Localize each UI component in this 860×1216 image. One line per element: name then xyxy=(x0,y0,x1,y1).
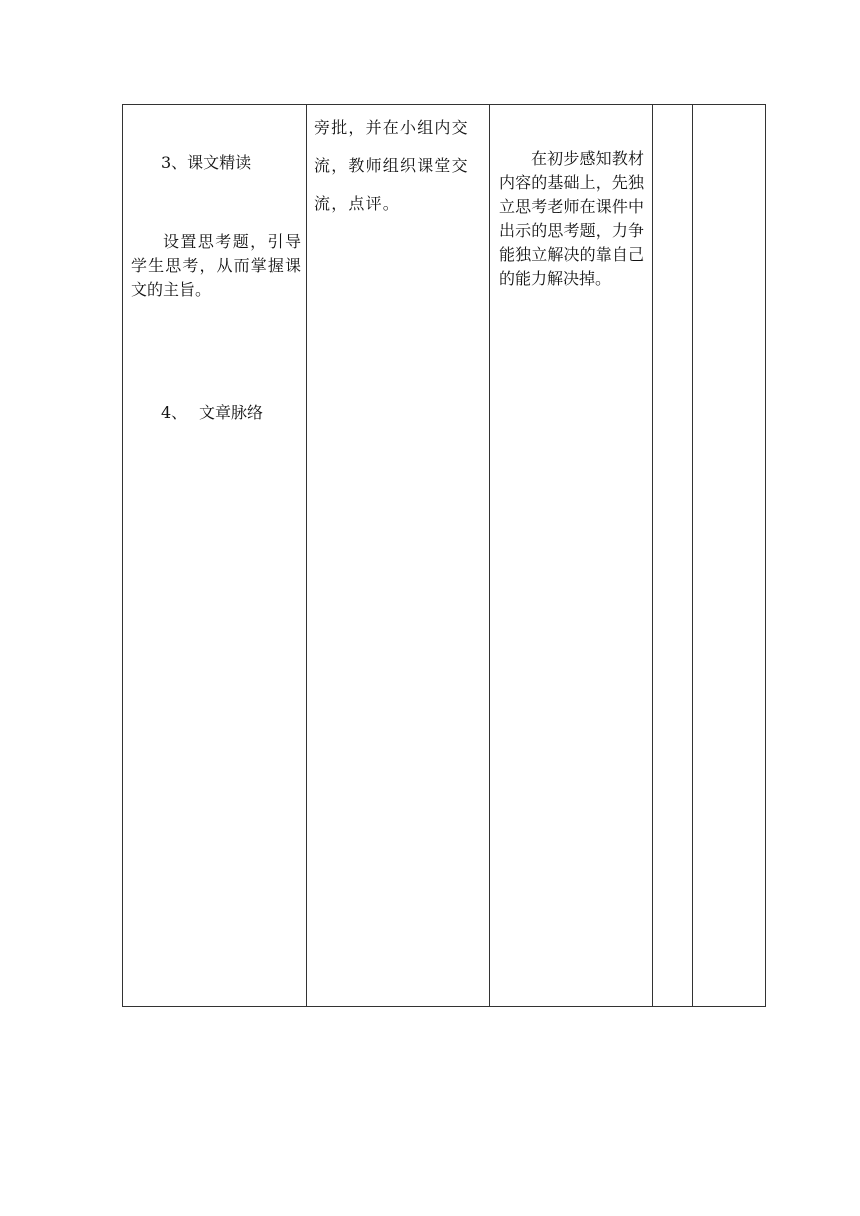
section-heading-3: 3、课文精读 xyxy=(161,153,252,172)
section-heading-4-number: 4、 xyxy=(161,403,188,422)
narrow-empty-content xyxy=(653,105,692,1006)
teacher-activity-cell xyxy=(307,105,490,1007)
table-row xyxy=(123,105,766,1007)
empty-content xyxy=(693,105,765,1006)
student-activity-cell xyxy=(490,105,653,1007)
section-3-paragraph: 设置思考题，引导学生思考，从而掌握课文的主旨。 xyxy=(131,232,301,299)
section-heading-4-text: 文章脉络 xyxy=(199,403,264,422)
empty-cell xyxy=(693,105,766,1007)
teacher-activity-text: 旁批，并在小组内交流，教师组织课堂交流，点评。 xyxy=(314,118,469,213)
student-activity-text: 在初步感知教材内容的基础上，先独立思考老师在课件中出示的思考题，力争能独立解决的靠自己的能力解决掉。 xyxy=(499,149,644,288)
lesson-plan-table xyxy=(122,104,766,1007)
narrow-empty-cell xyxy=(653,105,693,1007)
teaching-content-cell xyxy=(123,105,307,1007)
